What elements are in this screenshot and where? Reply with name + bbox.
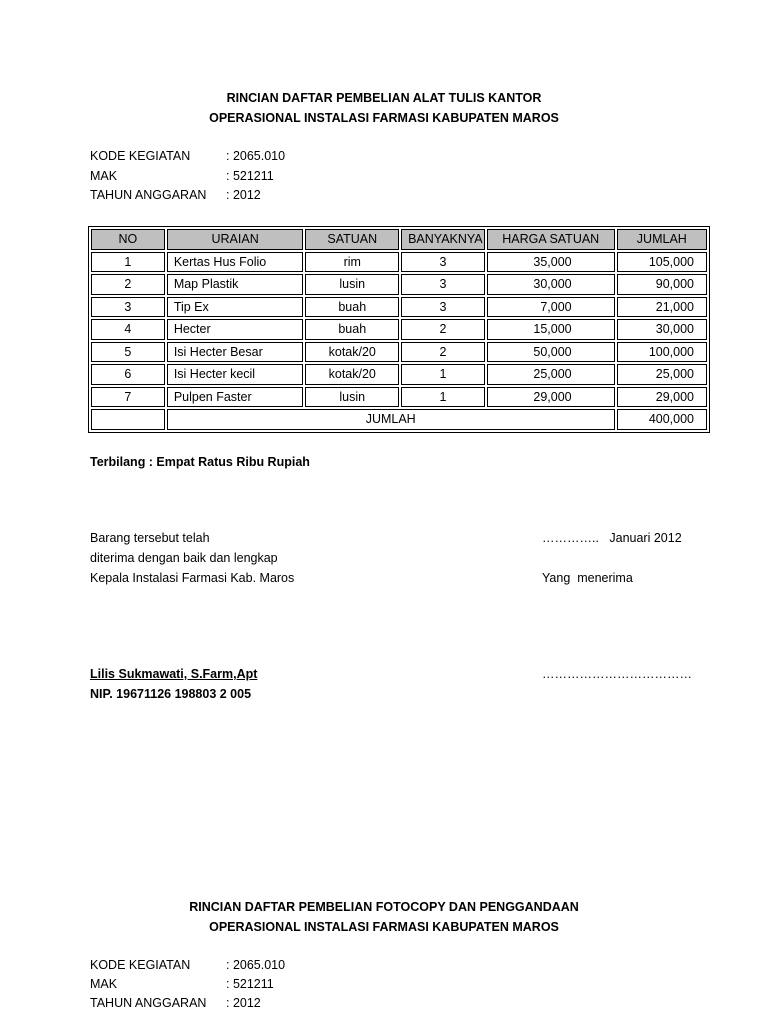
- cell-satuan: buah: [305, 319, 399, 340]
- items-table: [88, 226, 710, 433]
- cell-uraian: Tip Ex: [167, 297, 304, 318]
- right-sign-date: ………….. Januari 2012: [542, 531, 682, 545]
- cell-harga-satuan: 50,000: [487, 342, 615, 363]
- cell-satuan: lusin: [305, 387, 399, 408]
- cell-jumlah: 90,000: [617, 274, 707, 295]
- cell-uraian: Map Plastik: [167, 274, 304, 295]
- cell-jumlah: 105,000: [617, 252, 707, 273]
- cell-no: 1: [91, 252, 165, 273]
- doc2-title-line1: RINCIAN DAFTAR PEMBELIAN FOTOCOPY DAN PENGGANDAAN: [189, 900, 579, 914]
- cell-no: 4: [91, 319, 165, 340]
- cell-banyaknya: 3: [401, 274, 485, 295]
- table-row: [91, 319, 707, 340]
- cell-harga-satuan: 29,000: [487, 387, 615, 408]
- cell-harga-satuan: 15,000: [487, 319, 615, 340]
- cell-harga-satuan: 30,000: [487, 274, 615, 295]
- cell-jumlah: 21,000: [617, 297, 707, 318]
- doc2-mak-value: : 521211: [226, 977, 274, 991]
- cell-uraian: Pulpen Faster: [167, 387, 304, 408]
- cell-no: 7: [91, 387, 165, 408]
- doc1-kode-kegiatan-label: KODE KEGIATAN: [90, 149, 191, 163]
- header-no: NO: [91, 229, 165, 250]
- terbilang-text: Terbilang : Empat Ratus Ribu Rupiah: [90, 455, 310, 469]
- table-row: [91, 297, 707, 318]
- header-harga-satuan: HARGA SATUAN: [487, 229, 615, 250]
- cell-jumlah: 25,000: [617, 364, 707, 385]
- table-row: [91, 387, 707, 408]
- cell-harga-satuan: 35,000: [487, 252, 615, 273]
- cell-jumlah: 100,000: [617, 342, 707, 363]
- left-sign-line2: diterima dengan baik dan lengkap: [90, 551, 278, 565]
- cell-uraian: Hecter: [167, 319, 304, 340]
- total-label: JUMLAH: [167, 409, 615, 430]
- table-row: [91, 274, 707, 295]
- cell-banyaknya: 3: [401, 252, 485, 273]
- cell-satuan: kotak/20: [305, 342, 399, 363]
- doc2-kode-kegiatan-label: KODE KEGIATAN: [90, 958, 191, 972]
- cell-satuan: buah: [305, 297, 399, 318]
- table-row: [91, 364, 707, 385]
- cell-uraian: Isi Hecter Besar: [167, 342, 304, 363]
- total-value: 400,000: [617, 409, 707, 430]
- cell-harga-satuan: 7,000: [487, 297, 615, 318]
- header-jumlah: JUMLAH: [617, 229, 707, 250]
- left-sign-nip: NIP. 19671126 198803 2 005: [90, 687, 252, 701]
- header-satuan: SATUAN: [305, 229, 399, 250]
- cell-satuan: rim: [305, 252, 399, 273]
- doc2-kode-kegiatan-value: : 2065.010: [226, 958, 286, 972]
- total-empty-cell: [91, 409, 165, 430]
- left-sign-line3: Kepala Instalasi Farmasi Kab. Maros: [90, 571, 295, 585]
- cell-banyaknya: 1: [401, 387, 485, 408]
- cell-banyaknya: 1: [401, 364, 485, 385]
- cell-uraian: Isi Hecter kecil: [167, 364, 304, 385]
- table-header-row: [91, 229, 707, 250]
- doc1-mak-label: MAK: [90, 169, 118, 183]
- table-row: [91, 252, 707, 273]
- doc2-tahun-anggaran-value: : 2012: [226, 996, 261, 1010]
- right-sign-role: Yang menerima: [542, 571, 633, 585]
- left-sign-name: Lilis Sukmawati, S.Farm,Apt: [90, 667, 258, 681]
- table-row: [91, 342, 707, 363]
- cell-banyaknya: 2: [401, 319, 485, 340]
- cell-banyaknya: 3: [401, 297, 485, 318]
- cell-harga-satuan: 25,000: [487, 364, 615, 385]
- table-total-row: [91, 409, 707, 430]
- doc2-title-line2: OPERASIONAL INSTALASI FARMASI KABUPATEN MAROS: [209, 920, 559, 934]
- cell-jumlah: 29,000: [617, 387, 707, 408]
- header-banyaknya: BANYAKNYA: [401, 229, 485, 250]
- doc1-title-line1: RINCIAN DAFTAR PEMBELIAN ALAT TULIS KANTOR: [226, 91, 542, 105]
- left-sign-line1: Barang tersebut telah: [90, 531, 210, 545]
- cell-no: 2: [91, 274, 165, 295]
- header-uraian: URAIAN: [167, 229, 304, 250]
- cell-no: 3: [91, 297, 165, 318]
- doc1-title-line2: OPERASIONAL INSTALASI FARMASI KABUPATEN MAROS: [209, 111, 559, 125]
- doc2-mak-label: MAK: [90, 977, 118, 991]
- cell-banyaknya: 2: [401, 342, 485, 363]
- cell-satuan: lusin: [305, 274, 399, 295]
- cell-no: 6: [91, 364, 165, 385]
- doc1-tahun-anggaran-label: TAHUN ANGGARAN: [90, 188, 207, 202]
- cell-uraian: Kertas Hus Folio: [167, 252, 304, 273]
- doc1-tahun-anggaran-value: : 2012: [226, 188, 261, 202]
- cell-jumlah: 30,000: [617, 319, 707, 340]
- cell-no: 5: [91, 342, 165, 363]
- cell-satuan: kotak/20: [305, 364, 399, 385]
- doc2-tahun-anggaran-label: TAHUN ANGGARAN: [90, 996, 207, 1010]
- right-sign-name-blank: ………………………………: [542, 667, 692, 681]
- doc1-mak-value: : 521211: [226, 169, 274, 183]
- doc1-kode-kegiatan-value: : 2065.010: [226, 149, 286, 163]
